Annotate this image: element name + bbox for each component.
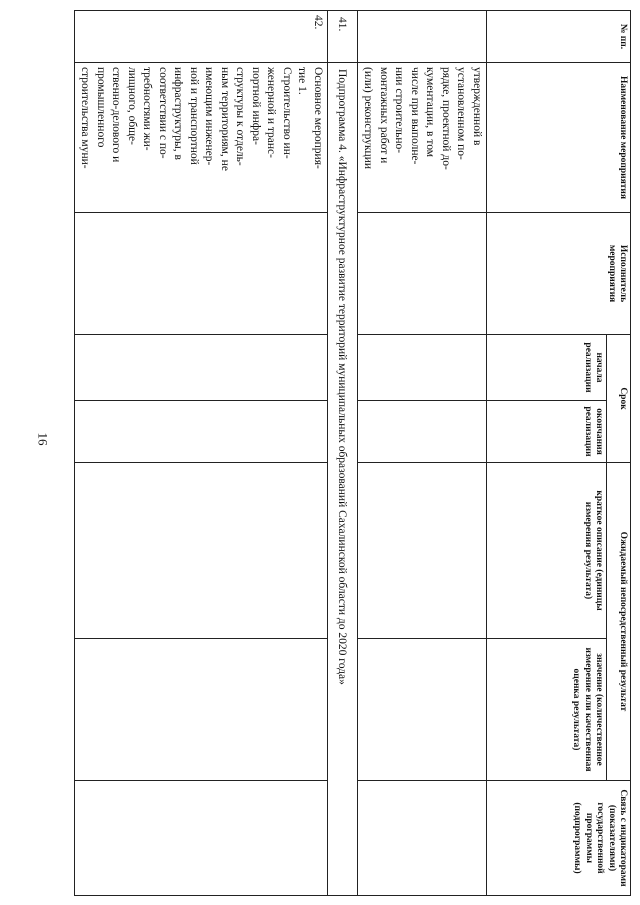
subprogram-row	[327, 11, 357, 896]
row-executor	[357, 213, 486, 335]
row-num: 42.	[74, 11, 327, 63]
header-expected-value: значение (количественное измерение или качественная оценка результата)	[487, 639, 607, 781]
header-executor: Исполнитель мероприятия	[487, 213, 631, 335]
header-name: Наименование мероприятия	[487, 63, 631, 213]
row-name: утвержденной в установленном по- рядке, проектной до- кументации, в том числе при выполне- нии строительно- монтажных работ и (или) реконструкции	[357, 63, 486, 213]
header-term-end: окончания реализации	[487, 401, 607, 463]
rotated-table-container	[79, 10, 631, 895]
row-desc	[74, 463, 327, 639]
header-row-1	[607, 11, 631, 896]
row-value	[74, 639, 327, 781]
row-value	[357, 639, 486, 781]
table-row	[74, 11, 327, 896]
row-end	[357, 401, 486, 463]
row-name: Основное мероприя- тие 1. Строительство ин- женерной и транс- портной инфра- структуры к отдель- ным территориям, не имеющим инженер- ной и транспортной инфраструктуры, в соответствии с по- требностями жи- лищного, обще- ственно-делового и промышленного строительства муни-	[74, 63, 327, 213]
row-executor	[74, 213, 327, 335]
header-expected: Ожидаемый непосредственный результат	[607, 463, 631, 781]
row-start	[74, 335, 327, 401]
row-start	[357, 335, 486, 401]
page-number: 16	[35, 432, 51, 446]
row-link	[74, 781, 327, 896]
header-expected-desc: краткое описание (единицы измерения результата)	[487, 463, 607, 639]
row-num	[357, 11, 486, 63]
header-link: Связь с индикаторами (показателями) государственной программы (подпрограммы)	[487, 781, 631, 896]
subprogram-title: Подпрограмма 4. «Инфраструктурное развитие территорий муниципальных образований Сахалинской области до 2020 года»	[327, 63, 357, 896]
subprogram-num: 41.	[327, 11, 357, 63]
header-term-start: начала реализации	[487, 335, 607, 401]
row-end	[74, 401, 327, 463]
header-num: № пп.	[487, 11, 631, 63]
table-row	[357, 11, 486, 896]
row-link	[357, 781, 486, 896]
header-term: Срок	[607, 335, 631, 463]
row-desc	[357, 463, 486, 639]
activities-table	[74, 10, 631, 896]
